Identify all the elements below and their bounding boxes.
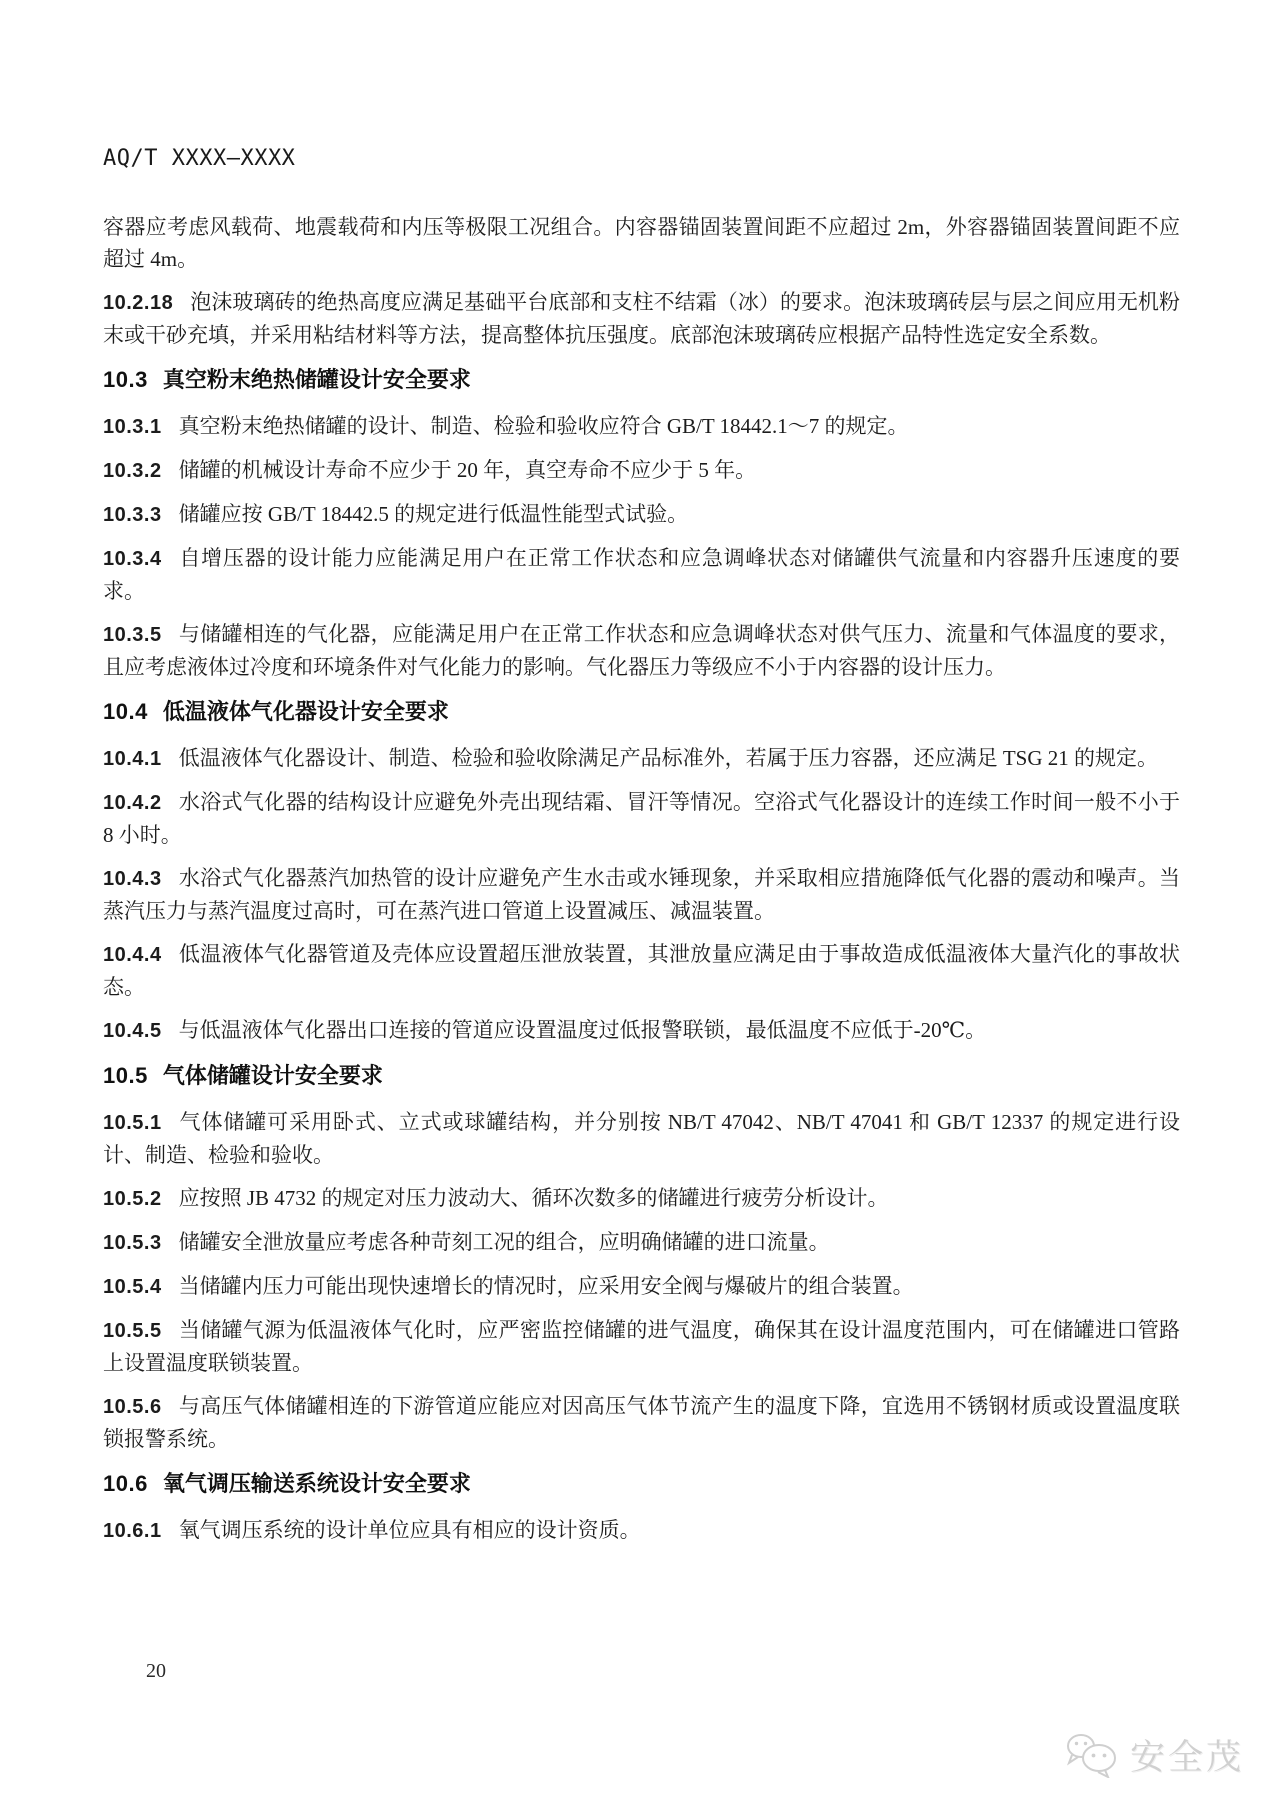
clause-text: 真空粉末绝热储罐的设计、制造、检验和验收应符合 GB/T 18442.1～7 的规定。	[178, 414, 909, 438]
clause-number: 10.3.5	[103, 624, 162, 646]
clause-10-5-3	[103, 1226, 1180, 1259]
clause-text: 应按照 JB 4732 的规定对压力波动大、循环次数多的储罐进行疲劳分析设计。	[178, 1186, 889, 1210]
clause-10-3-5	[103, 618, 1180, 683]
clause-10-4-2	[103, 786, 1180, 851]
clause-text: 水浴式气化器的结构设计应避免外壳出现结霜、冒汗等情况。空浴式气化器设计的连续工作时间一般不小于 8 小时。	[103, 790, 1180, 847]
clause-text: 氧气调压系统的设计单位应具有相应的设计资质。	[178, 1518, 641, 1542]
clause-text: 水浴式气化器蒸汽加热管的设计应避免产生水击或水锤现象，并采取相应措施降低气化器的震动和噪声。当蒸汽压力与蒸汽温度过高时，可在蒸汽进口管道上设置减压、减温装置。	[103, 866, 1180, 923]
clause-number: 10.3.1	[103, 416, 162, 438]
clause-text: 泡沫玻璃砖的绝热高度应满足基础平台底部和支柱不结霜（冰）的要求。泡沫玻璃砖层与层之间应用无机粉末或干砂充填，并采用粘结材料等方法，提高整体抗压强度。底部泡沫玻璃砖应根据产品特性选定安全系数。	[103, 290, 1180, 347]
clause-10-5-4	[103, 1270, 1180, 1303]
section-title: 气体储罐设计安全要求	[162, 1063, 383, 1088]
clause-number: 10.2.18	[103, 292, 174, 314]
clause-10-4-5	[103, 1014, 1180, 1047]
clause-text: 自增压器的设计能力应能满足用户在正常工作状态和应急调峰状态对储罐供气流量和内容器升压速度的要求。	[103, 546, 1180, 603]
clause-10-3-2	[103, 454, 1180, 487]
clause-text: 储罐的机械设计寿命不应少于 20 年，真空寿命不应少于 5 年。	[178, 458, 757, 482]
clause-text: 低温液体气化器设计、制造、检验和验收除满足产品标准外，若属于压力容器，还应满足 TSG 21 的规定。	[178, 746, 1159, 770]
clause-number: 10.5.2	[103, 1188, 162, 1210]
clause-number: 10.4.1	[103, 748, 162, 770]
clause-10-4-3	[103, 862, 1180, 927]
clause-text: 气体储罐可采用卧式、立式或球罐结构，并分别按 NB/T 47042、NB/T 47041 和 GB/T 12337 的规定进行设计、制造、检验和验收。	[103, 1110, 1180, 1167]
document-body	[103, 211, 1180, 1547]
page-number: 20	[146, 1660, 166, 1682]
section-number: 10.6	[103, 1471, 148, 1496]
clause-10-5-1	[103, 1106, 1180, 1171]
clause-number: 10.5.3	[103, 1232, 162, 1254]
section-heading-10-6	[103, 1468, 1180, 1500]
clause-text: 与低温液体气化器出口连接的管道应设置温度过低报警联锁，最低温度不应低于-20℃。	[178, 1018, 987, 1042]
section-title: 氧气调压输送系统设计安全要求	[162, 1471, 471, 1496]
clause-number: 10.4.4	[103, 944, 162, 966]
section-number: 10.5	[103, 1063, 148, 1088]
clause-text: 低温液体气化器管道及壳体应设置超压泄放装置，其泄放量应满足由于事故造成低温液体大量汽化的事故状态。	[103, 942, 1180, 999]
section-number: 10.3	[103, 367, 148, 392]
clause-text: 当储罐内压力可能出现快速增长的情况时，应采用安全阀与爆破片的组合装置。	[178, 1274, 914, 1298]
clause-text: 与高压气体储罐相连的下游管道应能应对因高压气体节流产生的温度下降，宜选用不锈钢材质或设置温度联锁报警系统。	[103, 1394, 1180, 1451]
clause-10-4-1	[103, 742, 1180, 775]
clause-number: 10.5.5	[103, 1320, 162, 1342]
section-number: 10.4	[103, 699, 148, 724]
clause-number: 10.5.6	[103, 1396, 162, 1418]
section-heading-10-3	[103, 364, 1180, 396]
clause-number: 10.5.4	[103, 1276, 162, 1298]
clause-number: 10.4.2	[103, 792, 162, 814]
clause-10-4-4	[103, 938, 1180, 1003]
paragraph-continuation	[103, 211, 1180, 275]
running-header: AQ/T XXXX—XXXX	[103, 146, 296, 171]
wechat-icon	[1064, 1732, 1120, 1778]
brand-watermark	[1064, 1730, 1244, 1780]
clause-10-3-4	[103, 542, 1180, 607]
section-heading-10-4	[103, 696, 1180, 728]
clause-10-6-1	[103, 1514, 1180, 1547]
clause-number: 10.4.3	[103, 868, 162, 890]
clause-number: 10.5.1	[103, 1112, 162, 1134]
section-heading-10-5	[103, 1060, 1180, 1092]
clause-number: 10.6.1	[103, 1520, 162, 1542]
section-title: 真空粉末绝热储罐设计安全要求	[162, 367, 471, 392]
clause-text: 与储罐相连的气化器，应能满足用户在正常工作状态和应急调峰状态对供气压力、流量和气体温度的要求，且应考虑液体过冷度和环境条件对气化能力的影响。气化器压力等级应不小于内容器的设计压力。	[103, 622, 1180, 679]
clause-10-5-2	[103, 1182, 1180, 1215]
clause-10-5-5	[103, 1314, 1180, 1379]
clause-text: 当储罐气源为低温液体气化时，应严密监控储罐的进气温度，确保其在设计温度范围内，可在储罐进口管路上设置温度联锁装置。	[103, 1318, 1180, 1375]
section-title: 低温液体气化器设计安全要求	[162, 699, 449, 724]
clause-10-3-1	[103, 410, 1180, 443]
clause-number: 10.3.3	[103, 504, 162, 526]
clause-number: 10.3.2	[103, 460, 162, 482]
paragraph-text: 容器应考虑风载荷、地震载荷和内压等极限工况组合。内容器锚固装置间距不应超过 2m，外容器锚固装置间距不应超过 4m。	[103, 215, 1180, 271]
brand-watermark-label: 安全茂	[1129, 1738, 1244, 1777]
clause-number: 10.3.4	[103, 548, 162, 570]
clause-text: 储罐安全泄放量应考虑各种苛刻工况的组合，应明确储罐的进口流量。	[178, 1230, 830, 1254]
clause-number: 10.4.5	[103, 1020, 162, 1042]
clause-10-2-18	[103, 286, 1180, 351]
clause-10-3-3	[103, 498, 1180, 531]
clause-text: 储罐应按 GB/T 18442.5 的规定进行低温性能型式试验。	[178, 502, 689, 526]
clause-10-5-6	[103, 1390, 1180, 1455]
